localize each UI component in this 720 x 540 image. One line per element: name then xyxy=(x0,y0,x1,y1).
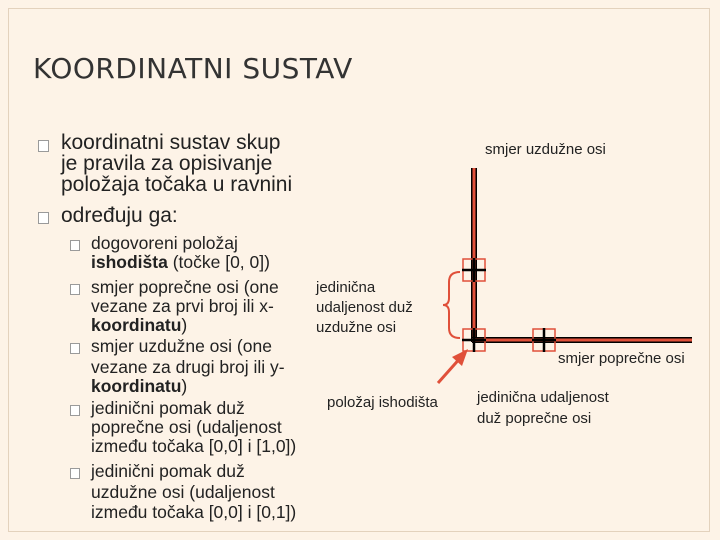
y-axis-label: smjer uzdužne osi xyxy=(485,141,606,158)
origin-arrow xyxy=(438,349,468,383)
origin-label: položaj ishodišta xyxy=(327,394,438,411)
sub-bullet-2-line-2: vezane za prvi broj ili x- xyxy=(91,296,274,316)
unit-y-label-line-2: udaljenost duž xyxy=(316,299,413,316)
sub-bullet-3-line-3: koordinatu) xyxy=(91,376,188,396)
sub-bullet-5-line-1: jedinični pomak duž xyxy=(91,461,245,481)
slide-title: KOORDINATNI SUSTAV xyxy=(33,52,353,85)
bullet-1-line-3: položaja točaka u ravnini xyxy=(61,173,293,196)
sub-bullet-2-line-1: smjer poprečne osi (one xyxy=(91,277,279,297)
sub-bullet-3-line-1: smjer uzdužne osi (one xyxy=(91,336,272,356)
sub-bullet-4-line-3: između točaka [0,0] i [1,0]) xyxy=(91,436,297,456)
sub-bullet-4-line-2: poprečne osi (udaljenost xyxy=(91,417,282,437)
sub-bullet-1-line-1: dogovoreni položaj xyxy=(91,233,238,253)
unit-x-label-line-2: duž poprečne osi xyxy=(477,410,592,427)
unit-marker-x xyxy=(532,328,556,352)
unit-y-label-line-3: uzdužne osi xyxy=(316,319,397,336)
unit-marker-y xyxy=(462,258,486,282)
sub-bullet-1-line-2: ishodišta (točke [0, 0]) xyxy=(91,252,270,272)
bullet-1-line-1: koordinatni sustav skup xyxy=(61,131,281,154)
sub-bullet-2-line-3: koordinatu) xyxy=(91,315,188,335)
x-axis-label: smjer poprečne osi xyxy=(558,350,685,367)
unit-x-label-line-1: jedinična udaljenost xyxy=(477,389,609,406)
unit-y-label-line-1: jedinična xyxy=(316,279,376,296)
bullet-2-line-1: određuju ga: xyxy=(61,204,178,227)
sub-bullet-5-line-3: između točaka [0,0] i [0,1]) xyxy=(91,502,297,522)
sub-bullet-4-line-1: jedinični pomak duž xyxy=(91,398,245,418)
bullet-1-line-2: je pravila za opisivanje xyxy=(61,152,273,175)
sub-bullet-5-line-2: uzdužne osi (udaljenost xyxy=(91,482,275,502)
origin-marker xyxy=(462,328,486,352)
unit-brace-y xyxy=(443,272,460,338)
sub-bullet-3-line-2: vezane za drugi broj ili y- xyxy=(91,357,285,377)
